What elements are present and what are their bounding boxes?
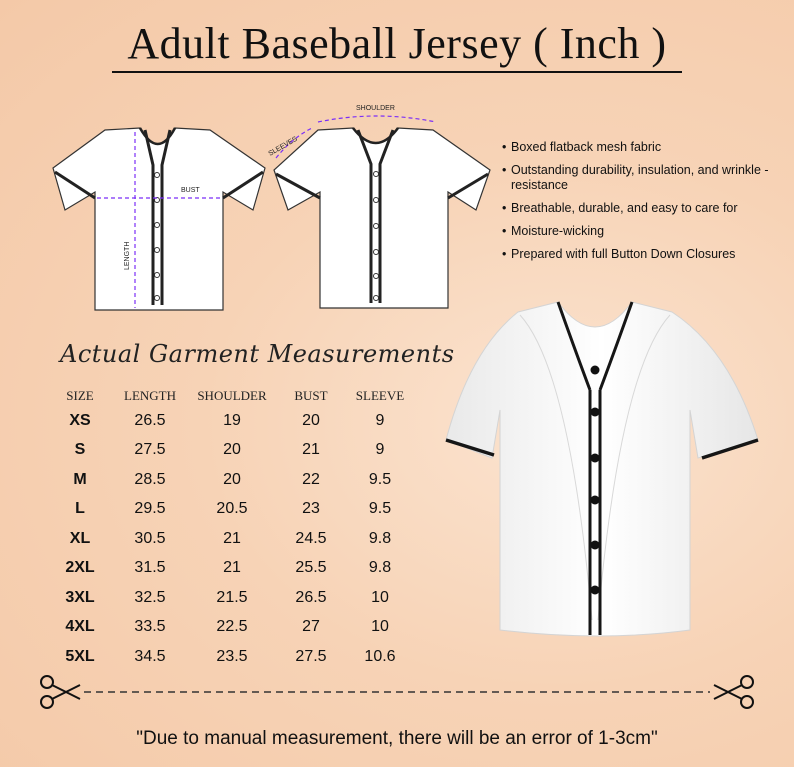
- bust-cell: 27.5: [295, 647, 327, 665]
- jersey-button: [591, 408, 600, 417]
- length-cell: 27.5: [134, 441, 166, 459]
- scissors-right-icon: [714, 676, 753, 708]
- feature-item: • Breathable, durable, and easy to care for: [502, 201, 738, 215]
- size-cell: M: [73, 470, 87, 488]
- shoulder-cell: 20: [223, 470, 241, 488]
- feature-list: [502, 140, 787, 270]
- bust-cell: 23: [302, 500, 320, 518]
- sleeves-label: SLEEVES: [267, 135, 299, 158]
- feature-text: Boxed flatback mesh fabric: [511, 140, 662, 154]
- header-shoulder: SHOULDER: [197, 388, 267, 403]
- size-cell: 4XL: [65, 618, 95, 636]
- bust-cell: 20: [302, 411, 320, 429]
- feature-text: Prepared with full Button Down Closures: [511, 247, 736, 261]
- table-row: [52, 613, 410, 643]
- bust-cell: 25.5: [295, 559, 327, 577]
- feature-item: • Moisture-wicking: [502, 224, 605, 238]
- header-length: LENGTH: [124, 388, 176, 403]
- jersey-button: [591, 586, 600, 595]
- size-cell: S: [74, 441, 86, 459]
- size-cell: 2XL: [65, 559, 95, 577]
- scissors-left-icon: [41, 676, 80, 708]
- measurement-note: "Due to manual measurement, there will be an error of 1-3cm": [136, 728, 658, 749]
- table-row: [52, 524, 410, 554]
- jersey-button: [591, 366, 600, 375]
- feature-item: • Boxed flatback mesh fabric: [502, 140, 662, 154]
- jersey-button: [591, 454, 600, 463]
- length-cell: 31.5: [134, 559, 166, 577]
- size-cell: XL: [69, 529, 91, 547]
- cut-line: [0, 672, 794, 712]
- shoulder-cell: 19: [223, 411, 241, 429]
- shoulder-cell: 22.5: [216, 618, 248, 636]
- bust-cell: 24.5: [295, 529, 327, 547]
- length-cell: 29.5: [134, 500, 166, 518]
- length-cell: 34.5: [134, 647, 166, 665]
- jersey-button: [591, 496, 600, 505]
- sleeve-cell: 9.8: [368, 559, 392, 577]
- header-sleeve: SLEEVE: [355, 388, 405, 403]
- bust-cell: 26.5: [295, 588, 327, 606]
- jersey-front-diagram: [45, 120, 270, 320]
- length-cell: 32.5: [134, 588, 166, 606]
- size-cell: XS: [69, 411, 91, 429]
- size-cell: L: [75, 500, 85, 518]
- feature-item: • Outstanding durability, insulation, and wrinkle - resistance: [502, 163, 787, 193]
- shoulder-cell: 21: [223, 559, 241, 577]
- length-cell: 26.5: [134, 411, 166, 429]
- bust-cell: 27: [302, 618, 320, 636]
- sleeve-cell: 10: [371, 588, 389, 606]
- size-cell: 3XL: [65, 588, 95, 606]
- sleeve-cell: 10.6: [364, 647, 396, 665]
- length-cell: 28.5: [134, 470, 166, 488]
- feature-item: • Prepared with full Button Down Closures: [502, 247, 736, 261]
- length-label: LENGTH: [124, 241, 131, 270]
- sleeve-cell: 9.8: [368, 529, 392, 547]
- sleeve-cell: 9.5: [368, 470, 392, 488]
- jersey-back-diagram: [258, 98, 498, 318]
- table-row: [52, 465, 410, 495]
- shoulder-cell: 21.5: [216, 588, 248, 606]
- header-size: SIZE: [66, 388, 94, 403]
- bust-cell: 22: [302, 470, 320, 488]
- feature-text: Outstanding durability, insulation, and wrinkle - resistance: [511, 163, 769, 192]
- sleeve-cell: 9: [375, 411, 385, 429]
- jersey-product-image: [440, 290, 770, 650]
- table-header-row: [52, 386, 410, 406]
- shoulder-cell: 21: [223, 529, 241, 547]
- sleeve-cell: 9: [375, 441, 385, 459]
- size-cell: 5XL: [65, 647, 95, 665]
- table-row: [52, 495, 410, 525]
- feature-text: Moisture-wicking: [511, 224, 605, 238]
- bust-cell: 21: [302, 441, 320, 459]
- feature-text: Breathable, durable, and easy to care for: [511, 201, 738, 215]
- table-row: [52, 583, 410, 613]
- size-table: [52, 386, 410, 672]
- jersey-button: [591, 541, 600, 550]
- sleeve-cell: 9.5: [368, 500, 392, 518]
- length-cell: 33.5: [134, 618, 166, 636]
- table-row: [52, 642, 410, 672]
- shoulder-label: SHOULDER: [356, 105, 395, 112]
- sleeve-cell: 10: [371, 618, 389, 636]
- measurements-title: Actual Garment Measurements: [60, 340, 455, 368]
- shoulder-cell: 23.5: [216, 647, 248, 665]
- header-bust: BUST: [294, 388, 328, 403]
- table-row: [52, 406, 410, 436]
- bust-label: BUST: [181, 187, 200, 194]
- page-title: Adult Baseball Jersey ( Inch ): [127, 19, 667, 68]
- shoulder-cell: 20.5: [216, 500, 248, 518]
- title-underline: [112, 71, 682, 73]
- shoulder-cell: 20: [223, 441, 241, 459]
- table-row: [52, 554, 410, 584]
- shoulder-measure-line: [318, 116, 436, 122]
- length-cell: 30.5: [134, 529, 166, 547]
- table-row: [52, 436, 410, 466]
